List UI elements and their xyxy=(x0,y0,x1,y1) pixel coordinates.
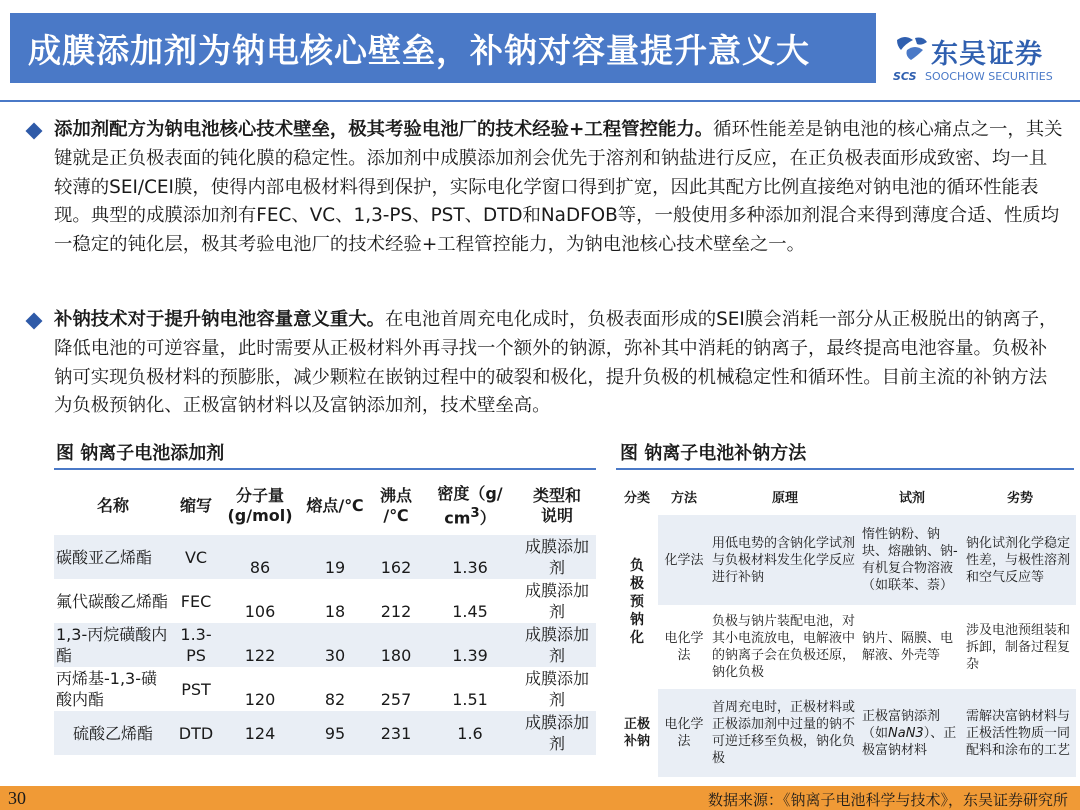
sodium-compensation-table xyxy=(616,477,1076,777)
cell-principle: 用低电势的含钠化学试剂与负极材料发生化学反应进行补钠 xyxy=(710,515,860,605)
table-row xyxy=(616,689,1076,777)
bullet-lead: 添加剂配方为钠电池核心技术壁垒，极其考验电池厂的技术经验+工程管控能力。 xyxy=(54,119,714,140)
table-row xyxy=(54,579,596,623)
bullet-text: 循环性能差是钠电池的核心痛点之一，其关键就是正负极表面的钝化膜的稳定性。添加剂中成膜添加剂会优先于溶剂和钠盐进行反应，在正负极表面形成致密、均一且较薄的SEI/CEI膜，使得内部电极材料得到保护，实际电化学窗口得到扩宽，因此其配方比例直接绝对钠电池的循环性能表现。典型的成膜添加剂有FEC、VC、1,3-PS、PST、DTD和NaDFOB等，一般使用多种添加剂混合来得到薄度合适、性质均一稳定的钝化层，极其考验电池厂的技术经验+工程管控能力，为钠电池核心技术壁垒之一。 xyxy=(54,119,1063,256)
cell-abbr: VC xyxy=(172,535,220,579)
bullet-paragraph-additives xyxy=(54,116,1064,260)
cell-abbr: 1.3-PS xyxy=(172,623,220,667)
table-row xyxy=(616,605,1076,689)
cell-type: 成膜添加剂 xyxy=(518,623,596,667)
cell-name: 氟代碳酸乙烯酯 xyxy=(56,591,169,611)
table-row xyxy=(54,623,596,667)
cell-principle: 负极与钠片装配电池，对其小电流放电，电解液中的钠离子会在负极还原，钠化负极 xyxy=(712,614,856,680)
column-header-abbr: 缩写 xyxy=(172,477,220,535)
cell-name: 碳酸亚乙烯酯 xyxy=(54,535,172,579)
cell-type: 成膜添加剂 xyxy=(518,535,596,579)
cell-principle: 首周充电时，正极材料或正极添加剂中过量的钠不可逆迁移至负极，钠化负极 xyxy=(710,689,860,777)
cell-abbr: FEC xyxy=(180,591,212,611)
logo-chinese-name: 东吴证券 xyxy=(931,39,1043,70)
cell-name: 硫酸乙烯酯 xyxy=(54,711,172,755)
cell-density: 1.6 xyxy=(422,711,518,755)
cell-name: 丙烯基-1,3-磺酸内酯 xyxy=(56,669,157,709)
column-header-drawback: 劣势 xyxy=(964,477,1076,515)
cell-reagent: 正极富钠添剂（如NaN3）、正极富钠材料 xyxy=(860,689,964,777)
bullet-paragraph-sodium-compensation xyxy=(54,306,1064,421)
cell-reagent: 钠片、隔膜、电解液、外壳等 xyxy=(862,631,954,663)
cell-abbr: PST xyxy=(181,679,211,699)
bullet-diamond-icon xyxy=(26,123,43,140)
data-source: 数据来源：《钠离子电池科学与技术》，东吴证券研究所 xyxy=(707,791,1068,809)
category-label: 正极 补钠 xyxy=(623,717,650,749)
bullet-text: 在电池首周充电化成时，负极表面形成的SEI膜会消耗一部分从正极脱出的钠离子，降低电池的可逆容量，此时需要从正极材料外再寻找一个额外的钠源，弥补其中消耗的钠离子，最终提高电池容量。负极补钠可实现负极材料的预膨胀，减少颗粒在嵌钠过程中的破裂和极化，提升负极的机械稳定性和循环性。目前主流的补钠方法为负极预钠化、正极富钠材料以及富钠添加剂，技术壁垒高。 xyxy=(54,309,1058,417)
cell-drawback: 涉及电池预组装和拆卸，制备过程复杂 xyxy=(966,622,1071,672)
title-bar xyxy=(10,13,876,83)
cell-type: 成膜添加剂 xyxy=(524,669,589,709)
category-positive-compensation xyxy=(616,689,658,777)
bullet-lead: 补钠技术对于提升钠电池容量意义重大。 xyxy=(54,309,386,330)
cell-type: 成膜添加剂 xyxy=(524,581,589,621)
cell-molecular-weight: 124 xyxy=(220,711,300,755)
cell-name: 1,3-丙烷磺酸内酯 xyxy=(54,623,172,667)
page-title: 成膜添加剂为钠电核心壁垒，补钠对容量提升意义大 xyxy=(28,30,810,70)
cell-boiling-point: 162 xyxy=(370,535,422,579)
column-header-melting-point: 熔点/℃ xyxy=(300,477,370,535)
cell-type: 成膜添加剂 xyxy=(518,711,596,755)
logo-english-name: SOOCHOW SECURITIES xyxy=(925,70,1053,83)
page-number: 30 xyxy=(8,788,26,808)
column-header-principle: 原理 xyxy=(710,477,860,515)
bullet-diamond-icon xyxy=(26,313,43,330)
cell-method: 电化学法 xyxy=(658,689,710,777)
cell-method: 化学法 xyxy=(658,515,710,605)
table-header-row xyxy=(54,477,596,535)
cell-drawback: 需解决富钠材料与正极活性物质一同配料和涂布的工艺 xyxy=(964,689,1076,777)
cell-boiling-point: 212 xyxy=(380,602,412,621)
table-row xyxy=(54,711,596,755)
cell-melting-point: 18 xyxy=(324,602,346,621)
cell-density: 1.51 xyxy=(452,690,488,709)
cell-drawback: 钠化试剂化学稳定性差，与极性溶剂和空气反应等 xyxy=(964,515,1076,605)
company-logo xyxy=(893,30,1073,88)
cell-melting-point: 82 xyxy=(324,690,346,709)
cell-density: 1.39 xyxy=(422,623,518,667)
column-header-type: 类型和 说明 xyxy=(518,477,596,535)
table-header-row xyxy=(616,477,1076,515)
figure-title-sodium-compensation: 图 钠离子电池补钠方法 xyxy=(620,443,807,464)
cell-molecular-weight: 122 xyxy=(220,623,300,667)
table-row xyxy=(54,667,596,711)
column-header-boiling-point: 沸点 /℃ xyxy=(370,477,422,535)
figure-divider xyxy=(54,468,596,470)
cell-density: 1.36 xyxy=(422,535,518,579)
header-divider xyxy=(0,100,1080,102)
soochow-logo-icon xyxy=(893,34,931,66)
additives-table xyxy=(54,477,596,755)
cell-abbr: DTD xyxy=(172,711,220,755)
cell-boiling-point: 257 xyxy=(380,690,412,709)
column-header-reagent: 试剂 xyxy=(860,477,964,515)
figure-title-additives: 图 钠离子电池添加剂 xyxy=(56,443,225,464)
column-header-molecular-weight: 分子量 (g/mol) xyxy=(220,477,300,535)
table-row xyxy=(54,535,596,579)
cell-molecular-weight: 106 xyxy=(244,602,276,621)
cell-boiling-point: 180 xyxy=(370,623,422,667)
table-row xyxy=(616,515,1076,605)
cell-molecular-weight: 120 xyxy=(244,690,276,709)
column-header-name: 名称 xyxy=(54,477,172,535)
cell-boiling-point: 231 xyxy=(370,711,422,755)
cell-reagent: 惰性钠粉、钠块、熔融钠、钠-有机复合物溶液（如联苯、萘） xyxy=(860,515,964,605)
category-negative-presodiation xyxy=(616,515,658,689)
cell-method: 电化学法 xyxy=(664,631,704,663)
footer-bar xyxy=(0,786,1080,810)
figure-divider xyxy=(616,468,1074,470)
column-header-method: 方法 xyxy=(658,477,710,515)
cell-molecular-weight: 86 xyxy=(220,535,300,579)
logo-abbreviation: SCS xyxy=(893,70,917,83)
cell-melting-point: 19 xyxy=(300,535,370,579)
column-header-category: 分类 xyxy=(616,477,658,515)
cell-melting-point: 95 xyxy=(300,711,370,755)
column-header-density: 密度（g/ $cm^3$） xyxy=(422,477,518,535)
cell-density: 1.45 xyxy=(452,602,488,621)
category-label: 负 极 预 钠 化 xyxy=(630,558,644,646)
cell-melting-point: 30 xyxy=(300,623,370,667)
